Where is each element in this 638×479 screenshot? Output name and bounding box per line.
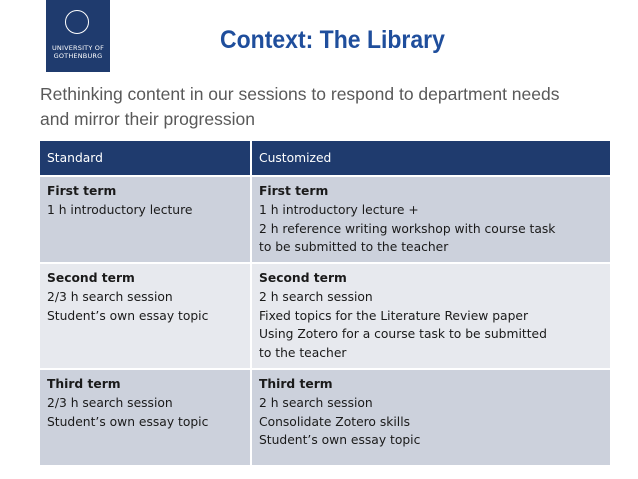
cell-line: 2 h search session [259, 289, 373, 304]
table-row [40, 176, 610, 263]
cell-line: Consolidate Zotero skills [259, 414, 411, 429]
subtitle-line-2: and mirror their progression [40, 109, 255, 129]
cell-line: Student’s own essay topic [47, 414, 209, 429]
customized-cell [251, 176, 610, 263]
cell-line: 1 h introductory lecture [47, 202, 193, 217]
logo-line-2: GOTHENBURG [53, 52, 103, 60]
header-standard: Standard [40, 141, 251, 176]
cell-line: Fixed topics for the Literature Review paper [259, 308, 528, 323]
customized-cell [251, 369, 610, 465]
standard-cell [40, 263, 251, 369]
standard-cell [40, 176, 251, 263]
table-row [40, 369, 610, 465]
customized-cell [251, 263, 610, 369]
term-label: First term [47, 184, 117, 198]
logo-line-1: UNIVERSITY OF [51, 44, 105, 52]
cell-line: Student’s own essay topic [47, 308, 209, 323]
university-seal-icon [65, 10, 89, 34]
header-customized: Customized [251, 141, 610, 176]
term-label: First term [259, 184, 329, 198]
cell-line: 2 h reference writing workshop with course task [259, 221, 556, 236]
logo-text [46, 44, 110, 60]
comparison-table [40, 141, 610, 465]
cell-line: 1 h introductory lecture + [259, 202, 419, 217]
term-label: Third term [47, 377, 121, 391]
term-label: Second term [47, 271, 135, 285]
slide-subtitle [40, 82, 620, 132]
standard-cell [40, 369, 251, 465]
term-label: Second term [259, 271, 347, 285]
cell-line: 2 h search session [259, 395, 373, 410]
term-label: Third term [259, 377, 333, 391]
slide-title: Context: The Library [220, 26, 445, 54]
table-header-row [40, 141, 610, 176]
cell-line: to the teacher [259, 346, 347, 361]
university-logo [46, 0, 110, 72]
table-row [40, 263, 610, 369]
cell-line: 2/3 h search session [47, 395, 173, 410]
cell-line: Using Zotero for a course task to be submitted [259, 327, 547, 342]
cell-line: to be submitted to the teacher [259, 240, 449, 255]
subtitle-line-1: Rethinking content in our sessions to respond to department needs [40, 84, 560, 104]
cell-line: 2/3 h search session [47, 289, 173, 304]
cell-line: Student’s own essay topic [259, 433, 421, 448]
